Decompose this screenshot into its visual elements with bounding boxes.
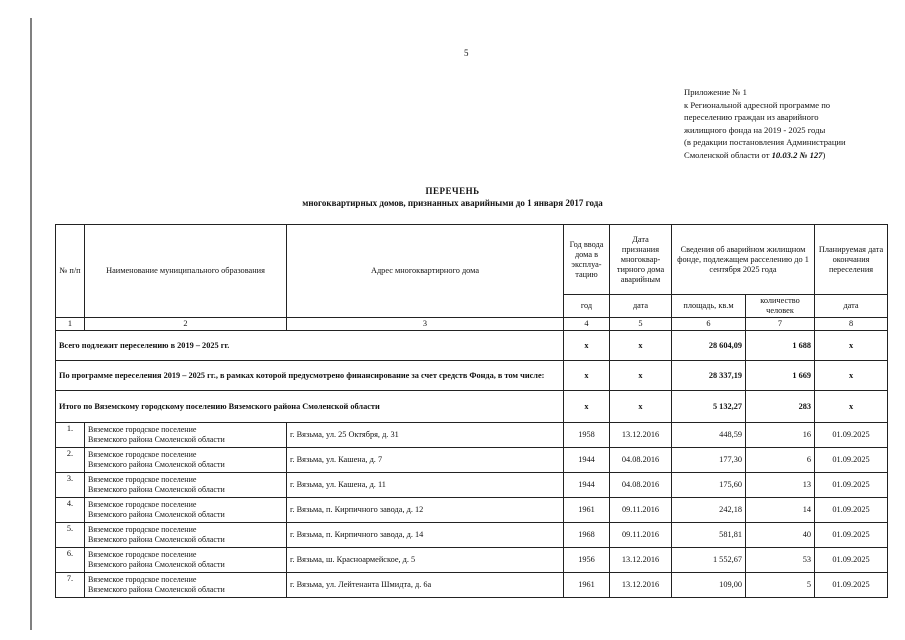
- header-year-commissioned: Год ввода дома в эксплуа-тацию: [564, 225, 610, 295]
- header-municipality: Наименование муниципального образования: [85, 225, 287, 318]
- table-row: [56, 523, 888, 548]
- row-municipality: [85, 498, 287, 523]
- row-municipality: [85, 548, 287, 573]
- scan-edge-line: [30, 18, 32, 630]
- row-municipality-line1: Вяземское городское поселение: [88, 550, 197, 559]
- handwritten-signature: 10.03.2 № 127: [771, 149, 823, 160]
- col-number: 5: [610, 318, 672, 331]
- header-address: Адрес многоквартирного дома: [287, 225, 564, 318]
- row-num: 6.: [56, 548, 85, 573]
- row-year: 1968: [564, 523, 610, 548]
- row-people: 53: [746, 548, 815, 573]
- row-num: 3.: [56, 473, 85, 498]
- col-number: 3: [287, 318, 564, 331]
- row-date: 09.11.2016: [610, 523, 672, 548]
- summary-row: [56, 391, 888, 423]
- appendix-line: Приложение № 1: [684, 87, 747, 97]
- row-municipality-line2: Вяземского района Смоленской области: [88, 560, 225, 569]
- row-num: 1.: [56, 423, 85, 448]
- row-area: 1 552,67: [672, 548, 746, 573]
- row-address: г. Вязьма, п. Кирпичного завода, д. 14: [287, 523, 564, 548]
- row-municipality: [85, 448, 287, 473]
- row-municipality: [85, 523, 287, 548]
- row-people: 5: [746, 573, 815, 598]
- summary-area: 5 132,27: [672, 391, 746, 423]
- row-year: 1958: [564, 423, 610, 448]
- row-people: 13: [746, 473, 815, 498]
- summary-year: х: [564, 391, 610, 423]
- row-municipality: [85, 423, 287, 448]
- row-area: 581,81: [672, 523, 746, 548]
- summary-year: х: [564, 331, 610, 361]
- row-date: 04.08.2016: [610, 448, 672, 473]
- col-number: 7: [746, 318, 815, 331]
- row-end: 01.09.2025: [815, 548, 888, 573]
- row-municipality-line2: Вяземского района Смоленской области: [88, 585, 225, 594]
- appendix-line: жилищного фонда на 2019 - 2025 годы: [684, 124, 826, 135]
- row-year: 1961: [564, 498, 610, 523]
- summary-end: х: [815, 361, 888, 391]
- row-num: 4.: [56, 498, 85, 523]
- col-number: 8: [815, 318, 888, 331]
- summary-row: [56, 331, 888, 361]
- row-address: г. Вязьма, ул. Лейтенанта Шмидта, д. 6а: [287, 573, 564, 598]
- row-municipality-line1: Вяземское городское поселение: [88, 450, 197, 459]
- row-date: 13.12.2016: [610, 573, 672, 598]
- header-info: Сведения об аварийном жилищном фонде, подлежащем расселению до 1 сентября 2025 года: [672, 225, 815, 295]
- row-people: 40: [746, 523, 815, 548]
- col-number: 4: [564, 318, 610, 331]
- summary-label: Всего подлежит переселению в 2019 – 2025 гг.: [56, 331, 564, 361]
- table-row: [56, 548, 888, 573]
- document-subtitle: многоквартирных домов, признанных аварийными до 1 января 2017 года: [302, 198, 603, 208]
- row-num: 2.: [56, 448, 85, 473]
- summary-date: х: [610, 391, 672, 423]
- row-area: 242,18: [672, 498, 746, 523]
- column-numbers-row: [56, 318, 888, 331]
- houses-table: [55, 224, 888, 598]
- summary-area: 28 337,19: [672, 361, 746, 391]
- row-area: 448,59: [672, 423, 746, 448]
- header-date-emergency: Дата признания многоквар-тирного дома аварийным: [610, 225, 672, 295]
- col-number: 6: [672, 318, 746, 331]
- row-year: 1944: [564, 448, 610, 473]
- summary-date: х: [610, 331, 672, 361]
- table-row: [56, 473, 888, 498]
- unit-year: год: [564, 295, 610, 318]
- row-municipality-line2: Вяземского района Смоленской области: [88, 460, 225, 469]
- row-date: 13.12.2016: [610, 423, 672, 448]
- row-area: 175,60: [672, 473, 746, 498]
- row-address: г. Вязьма, п. Кирпичного завода, д. 12: [287, 498, 564, 523]
- summary-year: х: [564, 361, 610, 391]
- table-header-row: [56, 225, 888, 295]
- row-municipality-line1: Вяземское городское поселение: [88, 575, 197, 584]
- appendix-line: к Региональной адресной программе по: [684, 99, 831, 110]
- row-municipality-line2: Вяземского района Смоленской области: [88, 435, 225, 444]
- row-address: г. Вязьма, ул. 25 Октября, д. 31: [287, 423, 564, 448]
- row-area: 177,30: [672, 448, 746, 473]
- row-end: 01.09.2025: [815, 573, 888, 598]
- row-num: 7.: [56, 573, 85, 598]
- row-municipality: [85, 573, 287, 598]
- table-body: [56, 423, 888, 598]
- row-municipality: [85, 473, 287, 498]
- table-row: [56, 448, 888, 473]
- row-people: 6: [746, 448, 815, 473]
- col-number: 2: [85, 318, 287, 331]
- appendix-line: (в редакции постановления Администрации: [684, 137, 846, 148]
- summary-people: 1 688: [746, 331, 815, 361]
- row-municipality-line2: Вяземского района Смоленской области: [88, 535, 225, 544]
- row-municipality-line1: Вяземское городское поселение: [88, 500, 197, 509]
- appendix-line: переселению граждан из аварийного: [684, 112, 819, 123]
- row-date: 13.12.2016: [610, 548, 672, 573]
- header-num: № п/п: [56, 225, 85, 318]
- row-municipality-line2: Вяземского района Смоленской области: [88, 510, 225, 519]
- row-address: г. Вязьма, ш. Красноармейское, д. 5: [287, 548, 564, 573]
- col-number: 1: [56, 318, 85, 331]
- row-end: 01.09.2025: [815, 473, 888, 498]
- header-planned-end: Планируемая дата окончания переселения: [815, 225, 888, 295]
- summary-label: По программе переселения 2019 – 2025 гг., в рамках которой предусмотрено финансирование за счет средств Фонда, в том числе:: [56, 361, 564, 391]
- row-date: 09.11.2016: [610, 498, 672, 523]
- summary-end: х: [815, 391, 888, 423]
- row-people: 16: [746, 423, 815, 448]
- row-end: 01.09.2025: [815, 448, 888, 473]
- row-end: 01.09.2025: [815, 523, 888, 548]
- summary-people: 1 669: [746, 361, 815, 391]
- table-row: [56, 573, 888, 598]
- table-row: [56, 423, 888, 448]
- summary-people: 283: [746, 391, 815, 423]
- row-municipality-line1: Вяземское городское поселение: [88, 475, 197, 484]
- summary-date: х: [610, 361, 672, 391]
- row-year: 1944: [564, 473, 610, 498]
- appendix-block: [684, 86, 899, 162]
- document-title: ПЕРЕЧЕНЬ: [425, 186, 480, 196]
- row-people: 14: [746, 498, 815, 523]
- row-address: г. Вязьма, ул. Кашена, д. 7: [287, 448, 564, 473]
- appendix-line-text: Смоленской области от: [684, 149, 770, 160]
- row-year: 1961: [564, 573, 610, 598]
- row-municipality-line1: Вяземское городское поселение: [88, 525, 197, 534]
- row-municipality-line2: Вяземского района Смоленской области: [88, 485, 225, 494]
- row-date: 04.08.2016: [610, 473, 672, 498]
- table-row: [56, 498, 888, 523]
- unit-area: площадь, кв.м: [672, 295, 746, 318]
- row-end: 01.09.2025: [815, 423, 888, 448]
- summary-label: Итого по Вяземскому городскому поселению Вяземского района Смоленской области: [56, 391, 564, 423]
- row-end: 01.09.2025: [815, 498, 888, 523]
- appendix-line-last: Смоленской области от 10.03.2 № 127): [684, 149, 826, 160]
- page-number: 5: [464, 48, 469, 58]
- unit-date: дата: [610, 295, 672, 318]
- summary-row: [56, 361, 888, 391]
- summary-area: 28 604,09: [672, 331, 746, 361]
- unit-date2: дата: [815, 295, 888, 318]
- row-municipality-line1: Вяземское городское поселение: [88, 425, 197, 434]
- row-year: 1956: [564, 548, 610, 573]
- unit-people: количество человек: [746, 295, 815, 318]
- row-area: 109,00: [672, 573, 746, 598]
- summary-end: х: [815, 331, 888, 361]
- row-address: г. Вязьма, ул. Кашена, д. 11: [287, 473, 564, 498]
- row-num: 5.: [56, 523, 85, 548]
